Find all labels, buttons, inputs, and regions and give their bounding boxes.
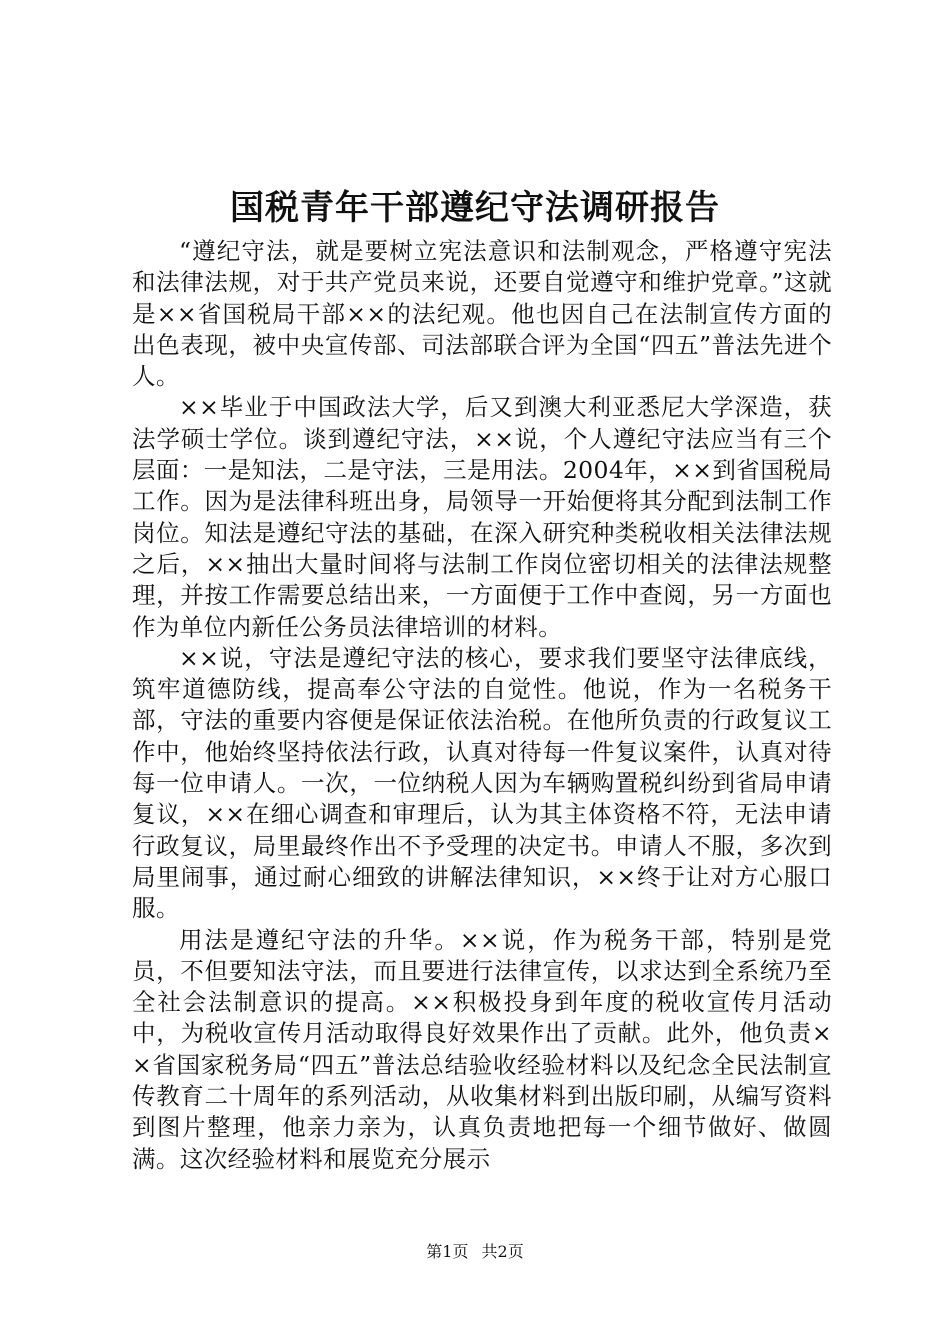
paragraph-2: ××毕业于中国政法大学，后又到澳大利亚悉尼大学深造，获法学硕士学位。谈到遵纪守法，××说，个人遵纪守法应当有三个层面：一是知法，二是守法，三是用法。2004年，××到省国税局工作。因为是法律科班出身，局领导一开始便将其分配到法制工作岗位。知法是遵纪守法的基础，在深入研究种类税收相关法律法规之后，××抽出大量时间将与法制工作岗位密切相关的法律法规整理，并按工作需要总结出来，一方面便于工作中查阅，另一方面也作为单位内新任公务员法律培训的材料。 <box>132 393 832 641</box>
paragraph-3: ××说，守法是遵纪守法的核心，要求我们要坚守法律底线，筑牢道德防线，提高奉公守法的自觉性。他说，作为一名税务干部，守法的重要内容便是保证依法治税。在他所负责的行政复议工作中，他始终坚持依法行政，认真对待每一件复议案件，认真对待每一位申请人。一次，一位纳税人因为车辆购置税纠纷到省局申请复议，××在细心调查和审理后，认为其主体资格不符，无法申请行政复议，局里最终作出不予受理的决定书。申请人不服，多次到局里闹事，通过耐心细致的讲解法律知识，××终于让对方心服口服。 <box>132 643 832 923</box>
page-number: 第1页 <box>426 1242 469 1261</box>
paragraph-1: “遵纪守法，就是要树立宪法意识和法制观念，严格遵守宪法和法律法规，对于共产党员来说，还要自觉遵守和维护党章。”这就是××省国税局干部××的法纪观。他也因自己在法制宣传方面的出色表现，被中央宣传部、司法部联合评为全国“四五”普法先进个人。 <box>132 237 832 391</box>
document-body <box>132 236 832 1175</box>
paragraph-4: 用法是遵纪守法的升华。××说，作为税务干部，特别是党员，不但要知法守法，而且要进行法律宣传，以求达到全系统乃至全社会法制意识的提高。××积极投身到年度的税收宣传月活动中，为税收宣传月活动取得良好效果作出了贡献。此外，他负责××省国家税务局“四五”普法总结验收经验材料以及纪念全民法制宣传教育二十周年的系列活动，从收集材料到出版印刷，从编写资料到图片整理，他亲力亲为，认真负责地把每一个细节做好、做圆满。这次经验材料和展览充分展示 <box>132 925 832 1173</box>
page-footer <box>0 1240 950 1264</box>
document-title: 国税青年干部遵纪守法调研报告 <box>230 188 720 228</box>
page-total: 共2页 <box>481 1242 524 1261</box>
